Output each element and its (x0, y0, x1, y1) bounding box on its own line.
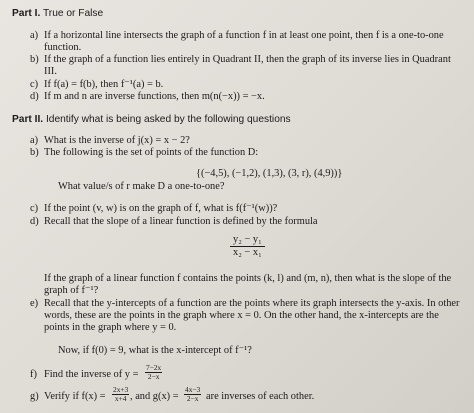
slope-formula-numerator: y₂ − y₁ (230, 234, 265, 247)
part2-item-f-text: Find the inverse of y = (44, 369, 139, 380)
part2-item-c-text: If the point (v, w) is on the graph of f, what is f(f⁻¹(w))? (44, 203, 278, 214)
part1-item-a-text-cont: function. (44, 42, 82, 53)
part2-item-e-label: e) (30, 298, 39, 309)
part2-heading: Part II. Identify what is being asked by the following questions (12, 114, 291, 125)
fraction-g2-denominator: 2−x (186, 393, 199, 403)
part2-item-f-label: f) (30, 369, 37, 380)
part2-item-b-label: b) (30, 147, 39, 158)
fraction-f-denominator: 2−x (147, 371, 160, 381)
part1-item-b-label: b) (30, 54, 39, 65)
part2-item-g-text-post: are inverses of each other. (206, 391, 315, 402)
part2-item-a-label: a) (30, 135, 39, 146)
part2-item-e-text-2: words, these are the points in the graph where x = 0. On the other hand, the x-intercepts are the (44, 310, 439, 321)
slope-formula-denominator: x₂ − x₁ (233, 247, 262, 258)
part2-item-c-label: c) (30, 203, 39, 214)
part1-item-b-text-cont: III. (44, 66, 57, 77)
fraction-g1-denominator: x+4 (114, 393, 127, 403)
part1-heading: Part I. True or False (12, 8, 104, 19)
part2-item-e-text: Recall that the y-intercepts of a function are the points where its graph intersects the y-axis. In other (44, 298, 460, 309)
fraction-f (145, 364, 162, 380)
part1-item-a-label: a) (30, 30, 39, 41)
part2-item-b-text: The following is the set of points of the function D: (44, 147, 259, 158)
part2-item-e-question: Now, if f(0) = 9, what is the x-intercept of f⁻¹? (58, 345, 252, 356)
slope-formula (230, 234, 265, 259)
part2-item-a-text: What is the inverse of j(x) = x − 2? (44, 135, 190, 146)
part2-item-b-question: What value/s of r make D a one-to-one? (58, 181, 225, 192)
part2-item-g-text-mid: , and g(x) = (130, 391, 179, 402)
fraction-g1 (112, 386, 129, 402)
fraction-f-numerator: 7−2x (146, 363, 162, 372)
point-set: {(−4,5), (−1,2), (1,3), (3, r), (4,9))} (196, 168, 343, 179)
part2-item-d-text: Recall that the slope of a linear function is defined by the formula (44, 216, 318, 227)
fraction-g2-numerator: 4x−3 (185, 385, 201, 394)
part1-item-d-label: d) (30, 91, 39, 102)
part2-item-d-label: d) (30, 216, 39, 227)
fraction-g2 (184, 386, 201, 402)
part1-item-c-text: If f(a) = f(b), then f⁻¹(a) = b. (44, 79, 164, 90)
part1-item-d-text: If m and n are inverse functions, then m(n(−x)) = −x. (44, 91, 265, 102)
part1-item-a-text: If a horizontal line intersects the graph of a function f in at least one point, then f is a one-to-one (44, 30, 444, 41)
part1-item-b-text: If the graph of a function lies entirely in Quadrant II, then the graph of its inverse lies in Quadrant (44, 54, 451, 65)
part2-item-g-label: g) (30, 391, 39, 402)
part2-item-d-continuation: If the graph of a linear function f contains the points (k, l) and (m, n), then what is the slope of the (44, 273, 452, 284)
part2-item-g-text: Verify if f(x) = (44, 391, 106, 402)
fraction-g1-numerator: 2x+3 (113, 385, 129, 394)
part1-item-c-label: c) (30, 79, 39, 90)
part2-item-e-text-3: points in the graph where y = 0. (44, 322, 177, 333)
part2-item-d-continuation-2: graph of f⁻¹? (44, 285, 99, 296)
